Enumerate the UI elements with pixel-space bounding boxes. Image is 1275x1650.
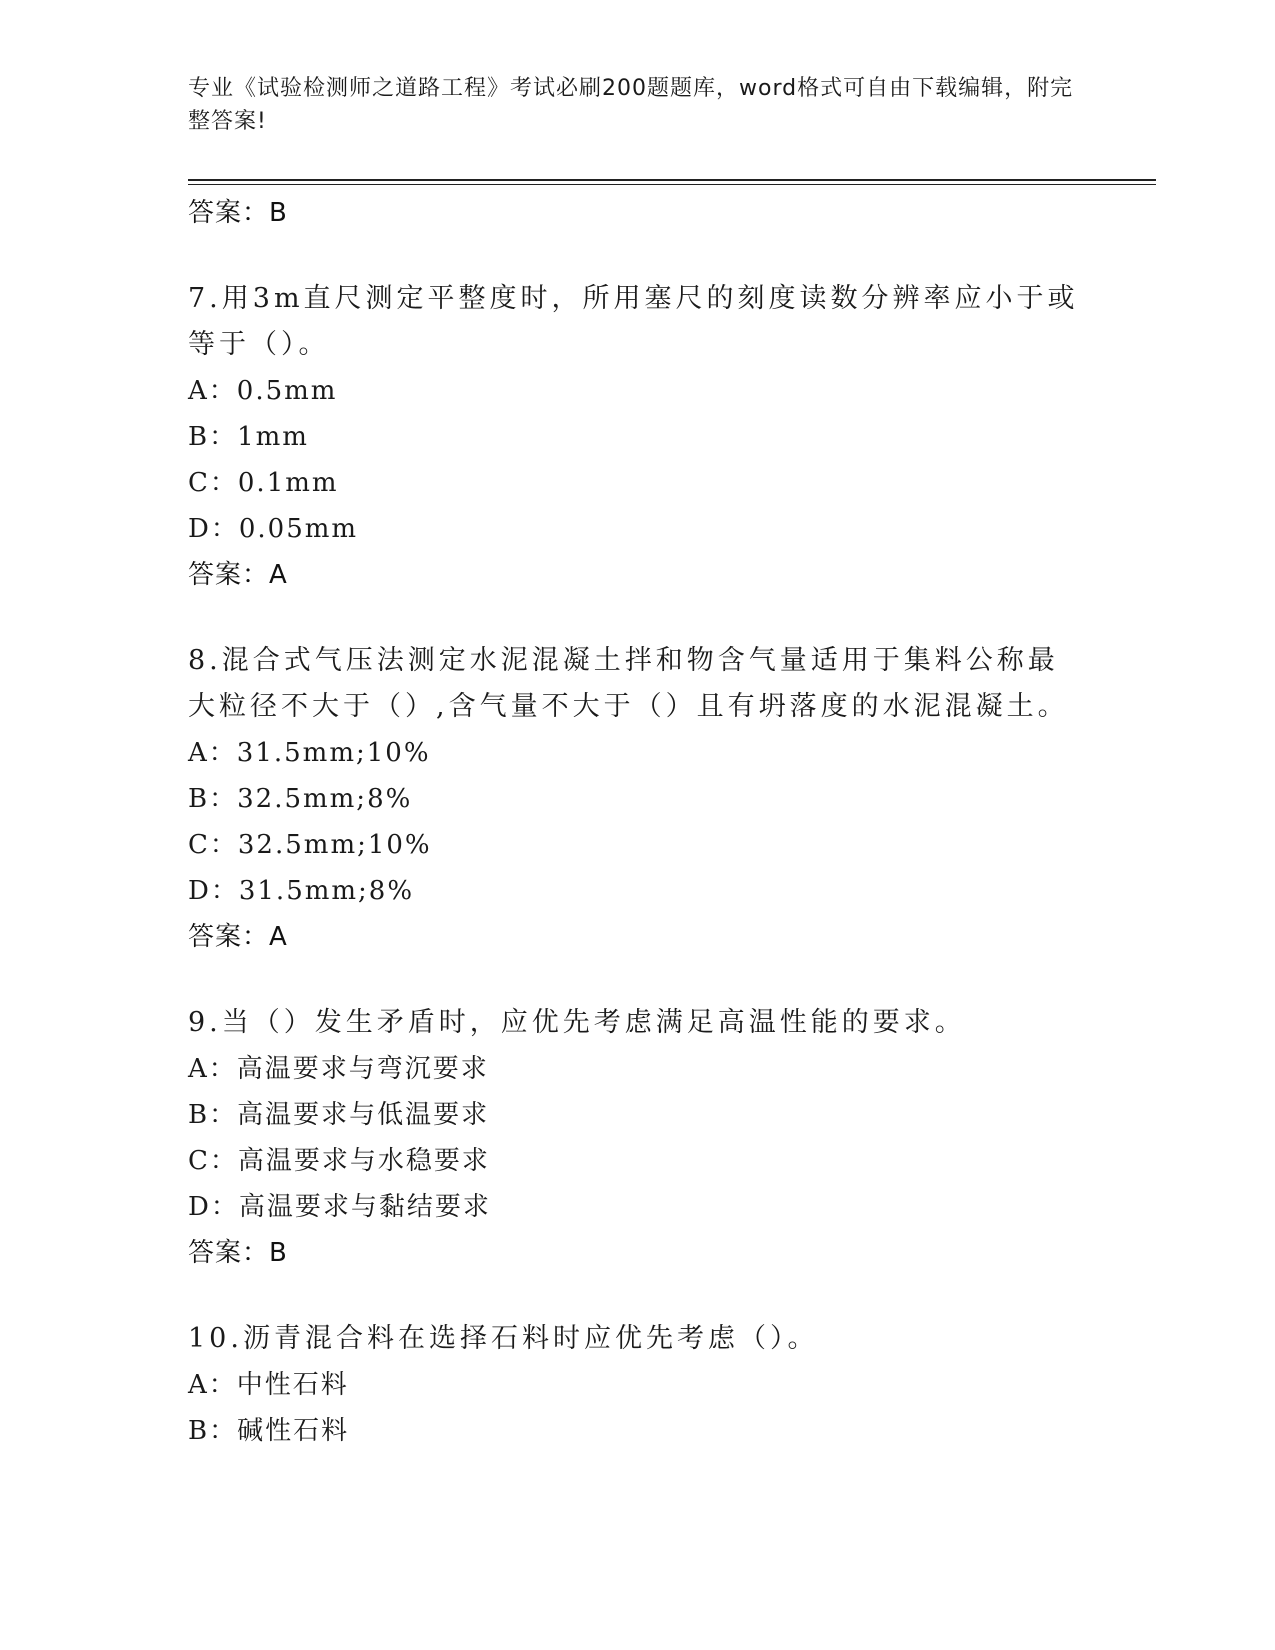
option-b: B：32.5mm;8% [188,784,413,814]
answer-label: 答案：A [188,560,288,590]
option-d: D：高温要求与黏结要求 [188,1192,491,1222]
question-7 [188,276,1088,598]
header-divider [188,179,1156,185]
option-b: B：1mm [188,422,309,452]
question-10 [188,1316,1088,1454]
answer-label: 答案：A [188,922,288,952]
option-c: C：32.5mm;10% [188,830,432,860]
option-a: A：高温要求与弯沉要求 [188,1054,489,1084]
question-stem: 8.混合式气压法测定水泥混凝土拌和物含气量适用于集料公称最大粒径不大于（）,含气量不大于（）且有坍落度的水泥混凝土。 [188,645,1069,722]
question-8 [188,638,1088,960]
answer-label: 答案：B [188,198,288,228]
question-stem: 7.用3m直尺测定平整度时，所用塞尺的刻度读数分辨率应小于或等于（）。 [188,283,1079,360]
question-stem: 9.当（）发生矛盾时，应优先考虑满足高温性能的要求。 [188,1007,966,1038]
option-a: A：0.5mm [188,376,338,406]
document-body [188,190,1088,1454]
question-stem: 10.沥青混合料在选择石料时应优先考虑（）。 [188,1323,819,1354]
question-9 [188,1000,1088,1276]
option-b: B：高温要求与低温要求 [188,1100,490,1130]
page-header: 专业《试验检测师之道路工程》考试必刷200题题库，word格式可自由下载编辑，附完整答案! [188,76,1074,134]
option-d: D：0.05mm [188,514,359,544]
option-c: C：0.1mm [188,468,339,498]
option-a: A：31.5mm;10% [188,738,431,768]
option-a: A：中性石料 [188,1370,349,1400]
option-c: C：高温要求与水稳要求 [188,1146,490,1176]
option-b: B：碱性石料 [188,1416,350,1446]
option-d: D：31.5mm;8% [188,876,415,906]
answer-label: 答案：B [188,1238,288,1268]
